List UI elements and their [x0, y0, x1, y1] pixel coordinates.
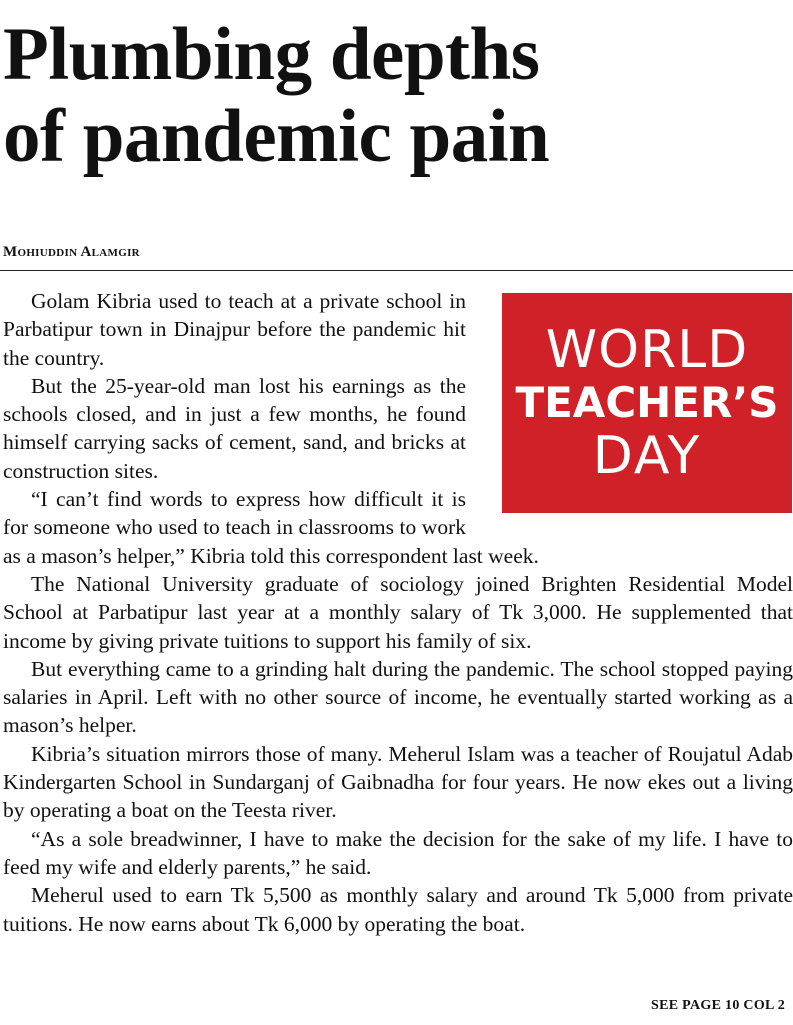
paragraph: “I can’t find words to express how difficult it is for someone who used to teach in classrooms to work as a mason’s helper,” Kibria told this correspondent last week.: [3, 487, 539, 568]
headline-line-1: Plumbing depths: [3, 13, 540, 96]
continued-on-page: SEE PAGE 10 COL 2: [651, 998, 785, 1013]
paragraph: But everything came to a grinding halt during the pandemic. The school stopped paying salaries in April. Left with no other source of income, he eventually started working as a mason’s helper.: [3, 656, 793, 738]
headline: [3, 14, 793, 178]
byline-rule: [0, 270, 793, 271]
byline: Mohiuddin Alamgir: [3, 244, 140, 260]
paragraph: But the 25-year-old man lost his earnings as the schools closed, and in just a few months, he found himself carrying sacks of cement, sand, and bricks at construction sites.: [3, 373, 466, 483]
paragraph: Golam Kibria used to teach at a private school in Parbatipur town in Dinajpur before the pandemic hit the country.: [3, 289, 466, 370]
headline-line-2: of pandemic pain: [3, 95, 550, 178]
article-body: [3, 287, 793, 938]
badge-line-2: TEACHER’S: [515, 378, 779, 427]
badge-spacer: [466, 287, 793, 524]
paragraph: “As a sole breadwinner, I have to make the decision for the sake of my life. I have to feed my wife and elderly parents,” he said.: [3, 826, 793, 879]
paragraph: Meherul used to earn Tk 5,500 as monthly salary and around Tk 5,000 from private tuitions. He now earns about Tk 6,000 by operating the boat.: [3, 883, 793, 936]
paragraph: Kibria’s situation mirrors those of many. Meherul Islam was a teacher of Roujatul Adab Kindergarten School in Sundarganj of Gaibnadha for four years. He now ekes out a living by operating a boat on the Teesta river.: [3, 741, 793, 823]
paragraph: The National University graduate of sociology joined Brighten Residential Model School at Parbatipur last year at a monthly salary of Tk 3,000. He supplemented that income by giving private tuitions to support his family of six.: [3, 571, 793, 653]
badge-line-1: WORLD: [545, 320, 749, 380]
badge-line-3: DAY: [592, 426, 702, 486]
